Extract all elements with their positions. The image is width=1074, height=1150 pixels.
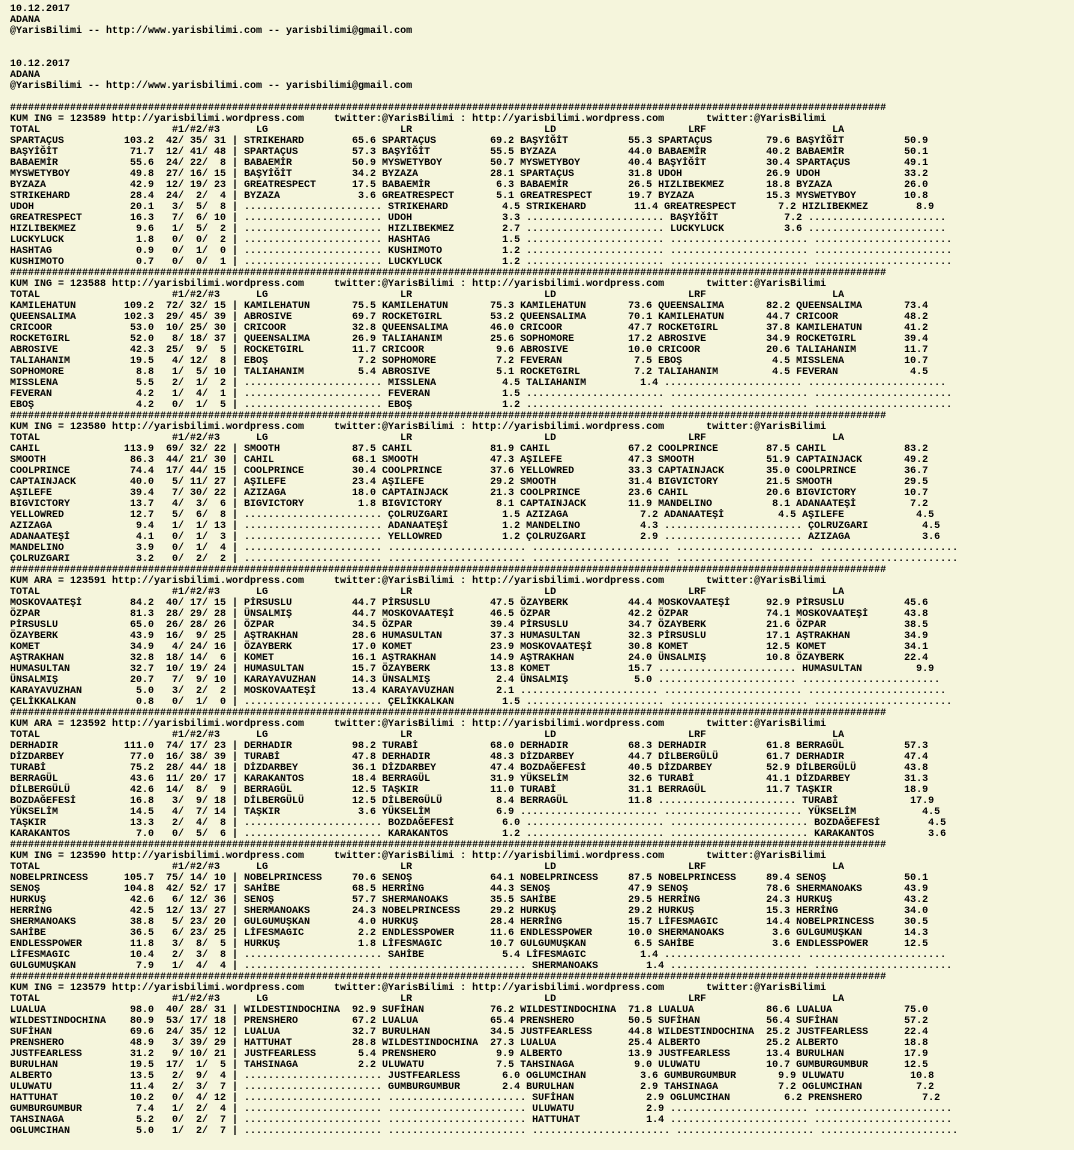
horse-row: HUMASULTAN 32.7 10/ 19/ 24 | HUMASULTAN 15.7 ÖZAYBERK 13.8 KOMET 15.7 ....................... HUMASULTAN 9.9	[10, 664, 935, 675]
column-header: TOTAL #1/#2/#3 LG LR LD LRF LA	[10, 862, 845, 873]
horse-row: DERHADIR 111.0 74/ 17/ 23 | DERHADIR 98.2 TURABİ 68.0 DERHADIR 68.3 DERHADIR 61.8 BERRAGÜL 57.3	[10, 741, 929, 752]
horse-row: KARAYAVUZHAN 5.0 3/ 2/ 2 | MOSKOVAATEŞİ 13.4 KARAYAVUZHAN 2.1 ....................... ....................... .......................	[10, 686, 947, 697]
horse-row: PRENSHERO 48.9 3/ 39/ 29 | HATTUHAT 28.8 WILDESTINDOCHINA 27.3 LUALUA 25.4 ALBERTO 25.2 ALBERTO 18.8	[10, 1038, 929, 1049]
horse-row: YÜKSELİM 14.5 4/ 7/ 14 | TAŞKIR 3.6 YÜKSELİM 6.9 ....................... ....................... YÜKSELİM 4.5	[10, 807, 941, 818]
horse-row: GUMBURGUMBUR 7.4 1/ 2/ 4 | ....................... ....................... ULUWATU 2.9 ....................... .......................	[10, 1104, 953, 1115]
horse-row: ULUWATU 11.4 2/ 3/ 7 | ....................... GUMBURGUMBUR 2.4 BURULHAN 2.9 TAHSINAGA 7.2 OGLUMCIHAN 7.2	[10, 1082, 935, 1093]
horse-row: BAŞYİĞİT 71.7 12/ 41/ 48 | SPARTAÇUS 57.3 BAŞYİĞİT 55.5 BYZAZA 44.0 BABAEMİR 40.2 BABAEMİR 50.1	[10, 147, 929, 158]
horse-row: ÇELİKKALKAN 0.8 0/ 1/ 0 | ....................... ÇELİKKALKAN 1.5 ....................... ....................... .......................	[10, 697, 953, 708]
horse-row: TAHSINAGA 5.2 0/ 2/ 7 | ....................... ....................... HATTUHAT 1.4 ....................... .......................	[10, 1115, 953, 1126]
race-block	[10, 565, 1074, 708]
separator-line: ##################################################################################################################################################	[10, 565, 887, 576]
horse-row: ADANAATEŞİ 4.1 0/ 1/ 3 | ....................... YELLOWRED 1.2 ÇOLRUZGARI 2.9 ....................... AZIZAGA 3.6	[10, 532, 941, 543]
race-header: KUM ARA = 123591 http://yarisbilimi.wordpress.com twitter:@YarisBilimi : http://yarisbilimi.wordpress.com twitter:@YarisBilimi	[10, 576, 827, 587]
horse-row: BYZAZA 42.9 12/ 19/ 23 | GREATRESPECT 17.5 BABAEMİR 6.3 BABAEMİR 26.5 HIZLIBEKMEZ 18.8 BYZAZA 26.0	[10, 180, 929, 191]
horse-row: STRIKEHARD 28.4 24/ 2/ 4 | BYZAZA 3.6 GREATRESPECT 5.1 GREATRESPECT 19.7 BYZAZA 15.3 MYSWETYBOY 10.8	[10, 191, 929, 202]
column-header: TOTAL #1/#2/#3 LG LR LD LRF LA	[10, 994, 845, 1005]
horse-row: CRICOOR 53.0 10/ 25/ 30 | CRICOOR 32.8 QUEENSALIMA 46.0 CRICOOR 47.7 ROCKETGIRL 37.8 KAMILEHATUN 41.2	[10, 323, 929, 334]
horse-row: AŞTRAKHAN 32.8 18/ 14/ 6 | KOMET 16.1 AŞTRAKHAN 14.9 AŞTRAKHAN 24.0 ÜNSALMIŞ 10.8 ÖZAYBERK 22.4	[10, 653, 929, 664]
horse-row: NOBELPRINCESS 105.7 75/ 14/ 10 | NOBELPRINCESS 70.6 SENOŞ 64.1 NOBELPRINCESS 87.5 NOBELPRINCESS 89.4 SENOŞ 50.1	[10, 873, 929, 884]
horse-row: SHERMANOAKS 38.8 5/ 23/ 20 | GULGUMUŞKAN 4.0 HURKUŞ 28.4 HERRİNG 15.7 LİFESMAGIC 14.4 NOBELPRINCESS 30.5	[10, 917, 929, 928]
horse-row: KOMET 34.9 4/ 24/ 16 | ÖZAYBERK 17.0 KOMET 23.9 MOSKOVAATEŞİ 30.8 KOMET 12.5 KOMET 34.1	[10, 642, 929, 653]
horse-row: SUFİHAN 69.6 24/ 35/ 12 | LUALUA 32.7 BURULHAN 34.5 JUSTFEARLESS 44.8 WILDESTINDOCHINA 25.2 JUSTFEARLESS 22.4	[10, 1027, 929, 1038]
horse-row: ALBERTO 13.5 2/ 9/ 4 | ....................... JUSTFEARLESS 6.0 OGLUMCIHAN 3.6 GUMBURGUMBUR 9.9 ULUWATU 10.8	[10, 1071, 935, 1082]
horse-row: COOLPRINCE 74.4 17/ 44/ 15 | COOLPRINCE 30.4 COOLPRINCE 37.6 YELLOWRED 33.3 CAPTAINJACK 35.0 COOLPRINCE 36.7	[10, 466, 929, 477]
race-header: KUM ING = 123579 http://yarisbilimi.wordpress.com twitter:@YarisBilimi : http://yarisbilimi.wordpress.com twitter:@YarisBilimi	[10, 983, 827, 994]
horse-row: PİRSUSLU 65.0 26/ 28/ 26 | ÖZPAR 34.5 ÖZPAR 39.4 PİRSUSLU 34.7 ÖZAYBERK 21.6 ÖZPAR 38.5	[10, 620, 929, 631]
horse-row: FEVERAN 4.2 1/ 4/ 1 | ....................... FEVERAN 1.5 ....................... ....................... .......................	[10, 389, 953, 400]
horse-row: ENDLESSPOWER 11.8 3/ 8/ 5 | HURKUŞ 1.8 LİFESMAGIC 10.7 GULGUMUŞKAN 6.5 SAHİBE 3.6 ENDLESSPOWER 12.5	[10, 939, 929, 950]
horse-row: HURKUŞ 42.6 6/ 12/ 36 | SENOŞ 57.7 SHERMANOAKS 35.5 SAHİBE 29.5 HERRİNG 24.3 HURKUŞ 43.2	[10, 895, 929, 906]
race-header: KUM ING = 123590 http://yarisbilimi.wordpress.com twitter:@YarisBilimi : http://yarisbilimi.wordpress.com twitter:@YarisBilimi	[10, 851, 827, 862]
column-header: TOTAL #1/#2/#3 LG LR LD LRF LA	[10, 290, 845, 301]
horse-row: MANDELINO 3.9 0/ 1/ 4 | ....................... ....................... ....................... ....................... .......................	[10, 543, 959, 554]
report-date-repeat: 10.12.2017	[10, 59, 71, 70]
column-header: TOTAL #1/#2/#3 LG LR LD LRF LA	[10, 125, 845, 136]
separator-line: ##################################################################################################################################################	[10, 411, 887, 422]
horse-row: SAHİBE 36.5 6/ 23/ 25 | LİFESMAGIC 2.2 ENDLESSPOWER 11.6 ENDLESSPOWER 10.0 SHERMANOAKS 3.6 GULGUMUŞKAN 14.3	[10, 928, 929, 939]
separator-line: ##################################################################################################################################################	[10, 972, 887, 983]
horse-row: TALIAHANIM 19.5 4/ 12/ 8 | EBOŞ 7.2 SOPHOMORE 7.2 FEVERAN 7.5 EBOŞ 4.5 MISSLENA 10.7	[10, 356, 929, 367]
horse-row: MOSKOVAATEŞİ 84.2 40/ 17/ 15 | PİRSUSLU 44.7 PİRSUSLU 47.5 ÖZAYBERK 44.4 MOSKOVAATEŞİ 92.9 PİRSUSLU 45.6	[10, 598, 929, 609]
horse-row: UDOH 20.1 3/ 5/ 8 | ....................... STRIKEHARD 4.5 STRIKEHARD 11.4 GREATRESPECT 7.2 HIZLIBEKMEZ 8.9	[10, 202, 935, 213]
horse-row: BIGVICTORY 13.7 4/ 3/ 6 | BIGVICTORY 1.8 BIGVICTORY 8.1 CAPTAINJACK 11.9 MANDELINO 8.1 ADANAATEŞİ 7.2	[10, 499, 929, 510]
race-block	[10, 840, 1074, 972]
horse-row: ÇOLRUZGARI 3.2 0/ 2/ 2 | ....................... ....................... ....................... ....................... .......................	[10, 554, 959, 565]
race-block	[10, 103, 1074, 268]
horse-row: OGLUMCIHAN 5.0 1/ 2/ 7 | ....................... ....................... ....................... ....................... .......................	[10, 1126, 959, 1137]
horse-row: BABAEMİR 55.6 24/ 22/ 8 | BABAEMİR 50.9 MYSWETYBOY 50.7 MYSWETYBOY 40.4 BAŞYİĞİT 30.4 SPARTAÇUS 49.1	[10, 158, 929, 169]
horse-row: DİZDARBEY 77.0 16/ 38/ 39 | TURABİ 47.8 DERHADIR 48.3 DİZDARBEY 44.7 DİLBERGÜLÜ 61.7 DERHADIR 47.4	[10, 752, 929, 763]
horse-row: JUSTFEARLESS 31.2 9/ 10/ 21 | JUSTFEARLESS 5.4 PRENSHERO 9.9 ALBERTO 13.9 JUSTFEARLESS 13.4 BURULHAN 17.9	[10, 1049, 929, 1060]
horse-row: EBOŞ 4.2 0/ 1/ 5 | ....................... EBOŞ 1.2 ....................... ....................... .......................	[10, 400, 953, 411]
horse-row: SENOŞ 104.8 42/ 52/ 17 | SAHİBE 68.5 HERRİNG 44.3 SENOŞ 47.9 SENOŞ 78.6 SHERMANOAKS 43.9	[10, 884, 929, 895]
horse-row: LUALUA 98.0 40/ 28/ 31 | WILDESTINDOCHINA 92.9 SUFİHAN 76.2 WILDESTINDOCHINA 71.8 LUALUA 86.6 LUALUA 75.0	[10, 1005, 929, 1016]
horse-row: SOPHOMORE 8.8 1/ 5/ 10 | TALIAHANIM 5.4 ABROSIVE 5.1 ROCKETGIRL 7.2 TALIAHANIM 4.5 FEVERAN 4.5	[10, 367, 929, 378]
race-block	[10, 708, 1074, 840]
horse-row: BERRAGÜL 43.6 11/ 20/ 17 | KARAKANTOS 18.4 BERRAGÜL 31.9 YÜKSELİM 32.6 TURABİ 41.1 DİZDARBEY 31.3	[10, 774, 929, 785]
horse-row: DİLBERGÜLÜ 42.6 14/ 8/ 9 | BERRAGÜL 12.5 TAŞKIR 11.0 TURABİ 31.1 BERRAGÜL 11.7 TAŞKIR 18.9	[10, 785, 929, 796]
report-city-repeat: ADANA	[10, 70, 41, 81]
race-header: KUM ING = 123589 http://yarisbilimi.wordpress.com twitter:@YarisBilimi : http://yarisbilimi.wordpress.com twitter:@YarisBilimi	[10, 114, 827, 125]
race-block	[10, 268, 1074, 411]
horse-row: TURABİ 75.2 28/ 44/ 18 | DİZDARBEY 36.1 DİZDARBEY 47.4 BOZDAĞEFESİ 40.5 DİZDARBEY 52.9 DİLBERGÜLÜ 43.8	[10, 763, 929, 774]
horse-row: GULGUMUŞKAN 7.9 1/ 4/ 4 | ....................... ....................... SHERMANOAKS 1.4 ....................... .......................	[10, 961, 953, 972]
report-date: 10.12.2017	[10, 4, 71, 15]
horse-row: SPARTAÇUS 103.2 42/ 35/ 31 | STRIKEHARD 65.6 SPARTAÇUS 69.2 BAŞYİĞİT 55.3 SPARTAÇUS 79.6 BAŞYİĞİT 50.9	[10, 136, 929, 147]
horse-row: ROCKETGIRL 52.0 8/ 18/ 37 | QUEENSALIMA 26.9 TALIAHANIM 25.6 SOPHOMORE 17.2 ABROSIVE 34.9 ROCKETGIRL 39.4	[10, 334, 929, 345]
report-city: ADANA	[10, 15, 41, 26]
race-blocks	[10, 103, 1074, 1137]
separator-line: ##################################################################################################################################################	[10, 708, 887, 719]
horse-row: YELLOWRED 12.7 5/ 6/ 8 | ....................... ÇOLRUZGARI 1.5 AZIZAGA 7.2 ADANAATEŞİ 4.5 AŞILEFE 4.5	[10, 510, 935, 521]
horse-row: CAPTAINJACK 40.0 5/ 11/ 27 | AŞILEFE 23.4 AŞILEFE 29.2 SMOOTH 31.4 BIGVICTORY 21.5 SMOOTH 29.5	[10, 477, 929, 488]
horse-row: LİFESMAGIC 10.4 2/ 3/ 8 | ....................... SAHİBE 5.4 LİFESMAGIC 1.4 ....................... .......................	[10, 950, 947, 961]
horse-row: HIZLIBEKMEZ 9.6 1/ 5/ 2 | ....................... HIZLIBEKMEZ 2.7 ....................... LUCKYLUCK 3.6 .......................	[10, 224, 947, 235]
report-contact-repeat: @YarisBilimi -- http://www.yarisbilimi.com -- yarisbilimi@gmail.com	[10, 81, 413, 92]
horse-row: WILDESTINDOCHINA 80.9 53/ 17/ 18 | PRENSHERO 67.2 LUALUA 65.4 PRENSHERO 50.5 SUFİHAN 56.4 SUFİHAN 57.2	[10, 1016, 929, 1027]
horse-row: AZIZAGA 9.4 1/ 1/ 13 | ....................... ADANAATEŞİ 1.2 MANDELINO 4.3 ....................... ÇOLRUZGARI 4.5	[10, 521, 941, 532]
race-block	[10, 411, 1074, 565]
horse-row: HATTUHAT 10.2 0/ 4/ 12 | ....................... ....................... SUFİHAN 2.9 OGLUMCIHAN 6.2 PRENSHERO 7.2	[10, 1093, 941, 1104]
horse-row: HASHTAG 0.9 0/ 1/ 0 | ....................... KUSHIMOTO 1.2 ....................... ....................... .......................	[10, 246, 953, 257]
race-block	[10, 972, 1074, 1137]
horse-row: GREATRESPECT 16.3 7/ 6/ 10 | ....................... UDOH 3.3 ....................... BAŞYİĞİT 7.2 .......................	[10, 213, 947, 224]
horse-row: MISSLENA 5.5 2/ 1/ 2 | ....................... MISSLENA 4.5 TALIAHANIM 1.4 ....................... .......................	[10, 378, 947, 389]
horse-row: QUEENSALIMA 102.3 29/ 45/ 39 | ABROSIVE 69.7 ROCKETGIRL 53.2 QUEENSALIMA 70.1 KAMILEHATUN 44.7 CRICOOR 48.2	[10, 312, 929, 323]
horse-row: SMOOTH 86.3 44/ 21/ 30 | CAHIL 68.1 SMOOTH 47.3 AŞILEFE 47.3 SMOOTH 51.9 CAPTAINJACK 49.2	[10, 455, 929, 466]
column-header: TOTAL #1/#2/#3 LG LR LD LRF LA	[10, 730, 845, 741]
column-header: TOTAL #1/#2/#3 LG LR LD LRF LA	[10, 587, 845, 598]
horse-row: ÖZPAR 81.3 28/ 29/ 28 | ÜNSALMIŞ 44.7 MOSKOVAATEŞİ 46.5 ÖZPAR 42.2 ÖZPAR 74.1 MOSKOVAATEŞİ 43.8	[10, 609, 929, 620]
horse-row: ABROSIVE 42.3 25/ 9/ 5 | ROCKETGIRL 11.7 CRICOOR 9.6 ABROSIVE 10.0 CRICOOR 20.6 TALIAHANIM 11.7	[10, 345, 929, 356]
separator-line: ##################################################################################################################################################	[10, 840, 887, 851]
horse-row: KARAKANTOS 7.0 0/ 5/ 6 | ....................... KARAKANTOS 1.2 ....................... ....................... KARAKANTOS 3.6	[10, 829, 947, 840]
separator-line: ##################################################################################################################################################	[10, 103, 887, 114]
separator-line: ##################################################################################################################################################	[10, 268, 887, 279]
report-contact: @YarisBilimi -- http://www.yarisbilimi.com -- yarisbilimi@gmail.com	[10, 26, 413, 37]
horse-row: CAHIL 113.9 69/ 32/ 22 | SMOOTH 87.5 CAHIL 81.9 CAHIL 67.2 COOLPRINCE 87.5 CAHIL 83.2	[10, 444, 929, 455]
horse-row: TAŞKIR 13.3 2/ 4/ 8 | ....................... BOZDAĞEFESİ 6.0 ....................... ....................... BOZDAĞEFESİ 4.5	[10, 818, 947, 829]
horse-row: HERRİNG 42.5 12/ 13/ 27 | SHERMANOAKS 24.3 NOBELPRINCESS 29.2 HURKUŞ 29.2 HURKUŞ 15.3 HERRİNG 34.0	[10, 906, 929, 917]
horse-row: MYSWETYBOY 49.8 27/ 16/ 15 | BAŞYİĞİT 34.2 BYZAZA 28.1 SPARTAÇUS 31.8 UDOH 26.9 UDOH 33.2	[10, 169, 929, 180]
horse-row: LUCKYLUCK 1.8 0/ 0/ 2 | ....................... HASHTAG 1.5 ....................... ....................... .......................	[10, 235, 953, 246]
horse-row: KUSHIMOTO 0.7 0/ 0/ 1 | ....................... LUCKYLUCK 1.2 ....................... ....................... .......................	[10, 257, 953, 268]
horse-row: ÜNSALMIŞ 20.7 7/ 9/ 10 | KARAYAVUZHAN 14.3 ÜNSALMIŞ 2.4 ÜNSALMIŞ 5.0 ....................... .......................	[10, 675, 941, 686]
horse-row: BOZDAĞEFESİ 16.8 3/ 9/ 18 | DİLBERGÜLÜ 12.5 DİLBERGÜLÜ 8.4 BERRAGÜL 11.8 ....................... TURABİ 17.9	[10, 796, 935, 807]
race-header: KUM ARA = 123592 http://yarisbilimi.wordpress.com twitter:@YarisBilimi : http://yarisbilimi.wordpress.com twitter:@YarisBilimi	[10, 719, 827, 730]
column-header: TOTAL #1/#2/#3 LG LR LD LRF LA	[10, 433, 845, 444]
race-header: KUM ING = 123580 http://yarisbilimi.wordpress.com twitter:@YarisBilimi : http://yarisbilimi.wordpress.com twitter:@YarisBilimi	[10, 422, 827, 433]
horse-row: AŞILEFE 39.4 7/ 30/ 22 | AZIZAGA 18.0 CAPTAINJACK 21.3 COOLPRINCE 23.6 CAHIL 20.6 BIGVICTORY 10.7	[10, 488, 929, 499]
horse-row: KAMILEHATUN 109.2 72/ 32/ 15 | KAMILEHATUN 75.5 KAMILEHATUN 75.3 KAMILEHATUN 73.6 QUEENSALIMA 82.2 QUEENSALIMA 73.4	[10, 301, 929, 312]
horse-row: ÖZAYBERK 43.9 16/ 9/ 25 | AŞTRAKHAN 28.6 HUMASULTAN 37.3 HUMASULTAN 32.3 PİRSUSLU 17.1 AŞTRAKHAN 34.9	[10, 631, 929, 642]
horse-row: BURULHAN 19.5 17/ 1/ 5 | TAHSINAGA 2.2 ULUWATU 7.5 TAHSINAGA 9.0 ULUWATU 10.7 GUMBURGUMBUR 12.5	[10, 1060, 929, 1071]
race-header: KUM ING = 123588 http://yarisbilimi.wordpress.com twitter:@YarisBilimi : http://yarisbilimi.wordpress.com twitter:@YarisBilimi	[10, 279, 827, 290]
